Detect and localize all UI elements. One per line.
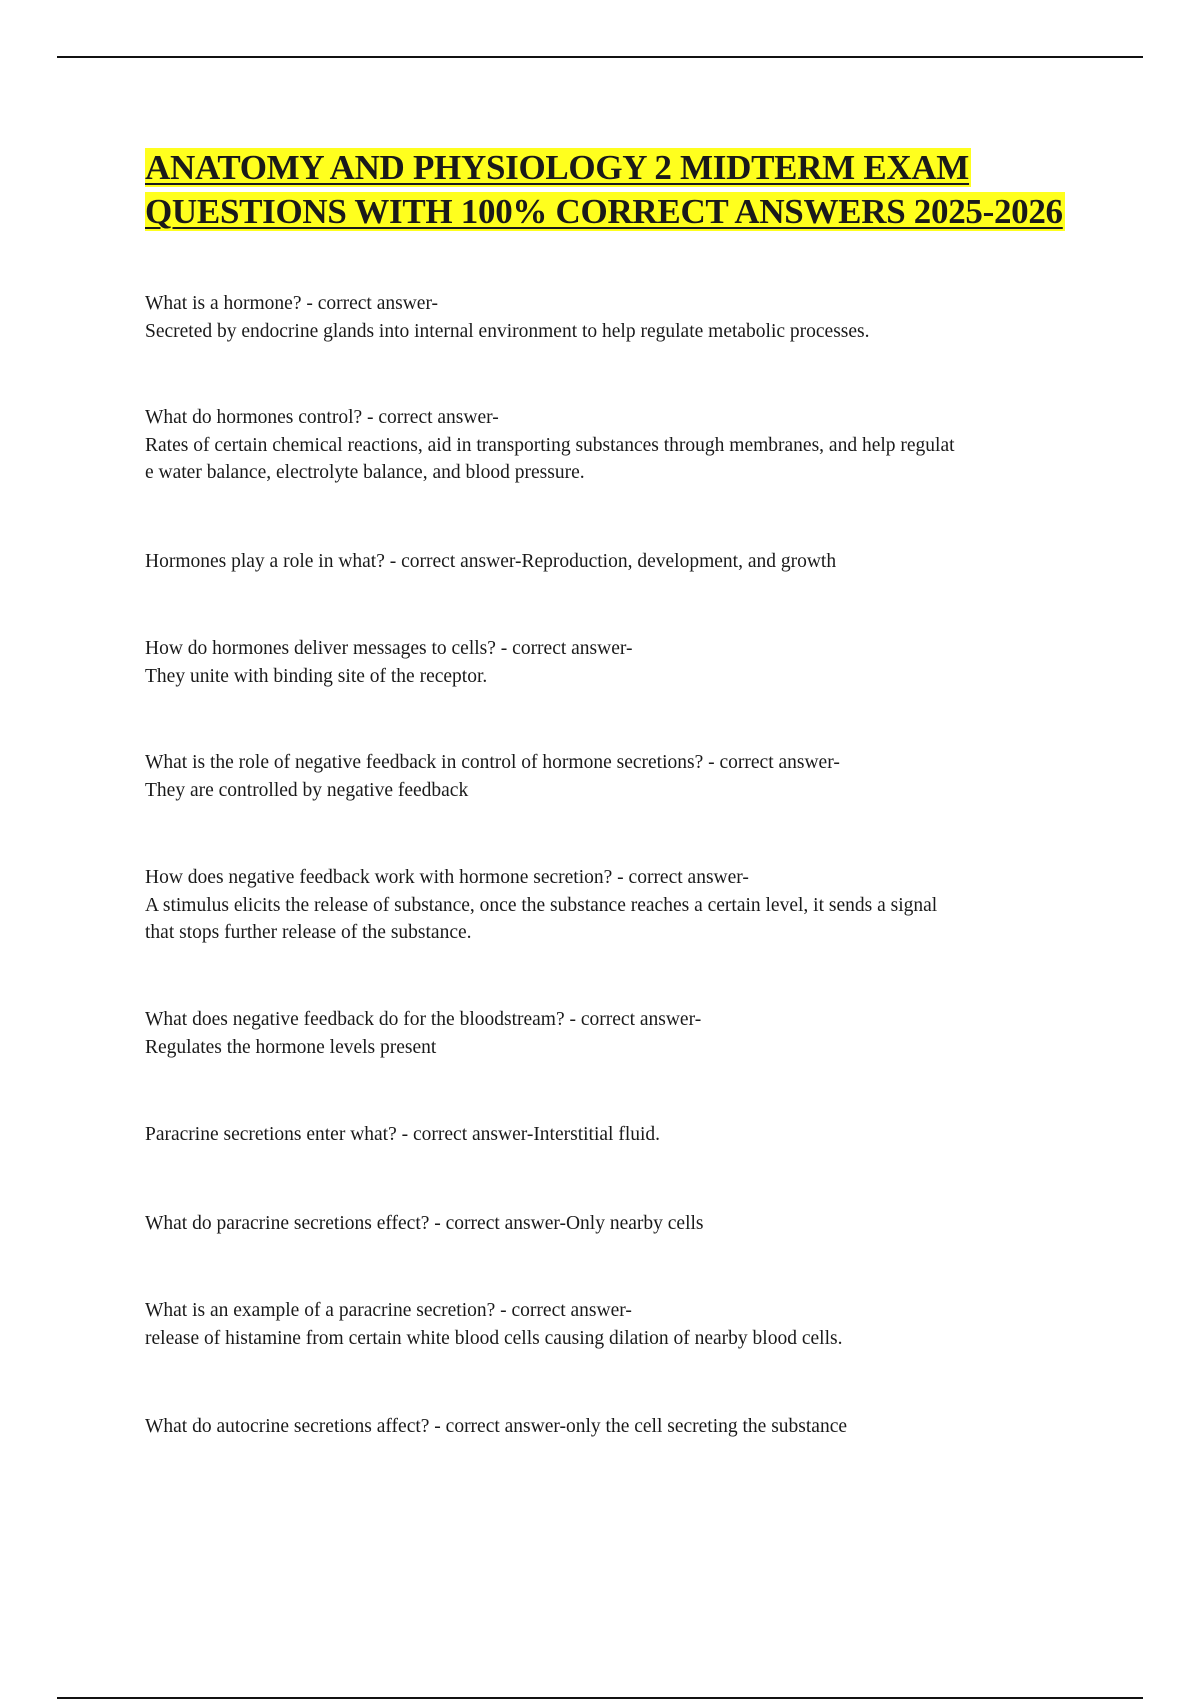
qa-item-paracrine-example	[145, 1297, 1105, 1352]
top-rule	[57, 56, 1143, 58]
qa-item-paracrine-effect	[145, 1210, 1105, 1238]
question-text: How do hormones deliver messages to cells? - correct answer-	[145, 638, 633, 659]
qa-item-negative-feedback-role	[145, 749, 1105, 804]
question-text: What is the role of negative feedback in control of hormone secretions? - correct answer-	[145, 752, 840, 773]
question-text: What do autocrine secretions affect? - correct answer-only the cell secreting the substance	[145, 1416, 848, 1437]
answer-text: release of histamine from certain white blood cells causing dilation of nearby blood cells.	[145, 1327, 843, 1349]
qa-item-hormone-messages	[145, 635, 1105, 690]
question-text: What is a hormone? - correct answer-	[145, 293, 439, 314]
answer-text: Rates of certain chemical reactions, aid in transporting substances through membranes, and help regulat	[145, 434, 955, 456]
answer-text: They are controlled by negative feedback	[145, 779, 469, 801]
qa-item-autocrine-affect	[145, 1413, 1105, 1441]
qa-item-negative-feedback-mechanism	[145, 864, 1105, 947]
answer-text: Secreted by endocrine glands into internal environment to help regulate metabolic processes.	[145, 320, 870, 342]
answer-text: e water balance, electrolyte balance, and blood pressure.	[145, 462, 585, 483]
title-line-2-text: QUESTIONS WITH 100% CORRECT ANSWERS 2025-2026	[145, 192, 1063, 231]
answer-text: They unite with binding site of the receptor.	[145, 665, 488, 687]
document-title	[145, 146, 1125, 234]
title-line-1-text: ANATOMY AND PHYSIOLOGY 2 MIDTERM EXAM	[145, 148, 970, 187]
question-text: What do hormones control? - correct answer-	[145, 407, 499, 428]
bottom-rule	[57, 1697, 1143, 1699]
qa-item-hormones-control	[145, 404, 1105, 487]
qa-item-negative-feedback-bloodstream	[145, 1006, 1105, 1061]
qa-item-hormone-definition	[145, 290, 1105, 345]
answer-text: that stops further release of the substance.	[145, 922, 472, 943]
question-text: Paracrine secretions enter what? - correct answer-Interstitial fluid.	[145, 1124, 661, 1145]
answer-text: Regulates the hormone levels present	[145, 1036, 437, 1058]
question-text: Hormones play a role in what? - correct answer-Reproduction, development, and growth	[145, 551, 837, 572]
question-text: How does negative feedback work with hormone secretion? - correct answer-	[145, 867, 749, 888]
qa-item-hormones-role	[145, 548, 1105, 576]
title-line-1	[145, 146, 1125, 190]
qa-item-paracrine-enter	[145, 1121, 1105, 1149]
question-text: What is an example of a paracrine secretion? - correct answer-	[145, 1300, 632, 1321]
title-line-2	[145, 190, 1125, 234]
question-text: What do paracrine secretions effect? - correct answer-Only nearby cells	[145, 1213, 704, 1234]
answer-text: A stimulus elicits the release of substance, once the substance reaches a certain level, it sends a signal	[145, 894, 938, 916]
question-text: What does negative feedback do for the bloodstream? - correct answer-	[145, 1009, 702, 1030]
